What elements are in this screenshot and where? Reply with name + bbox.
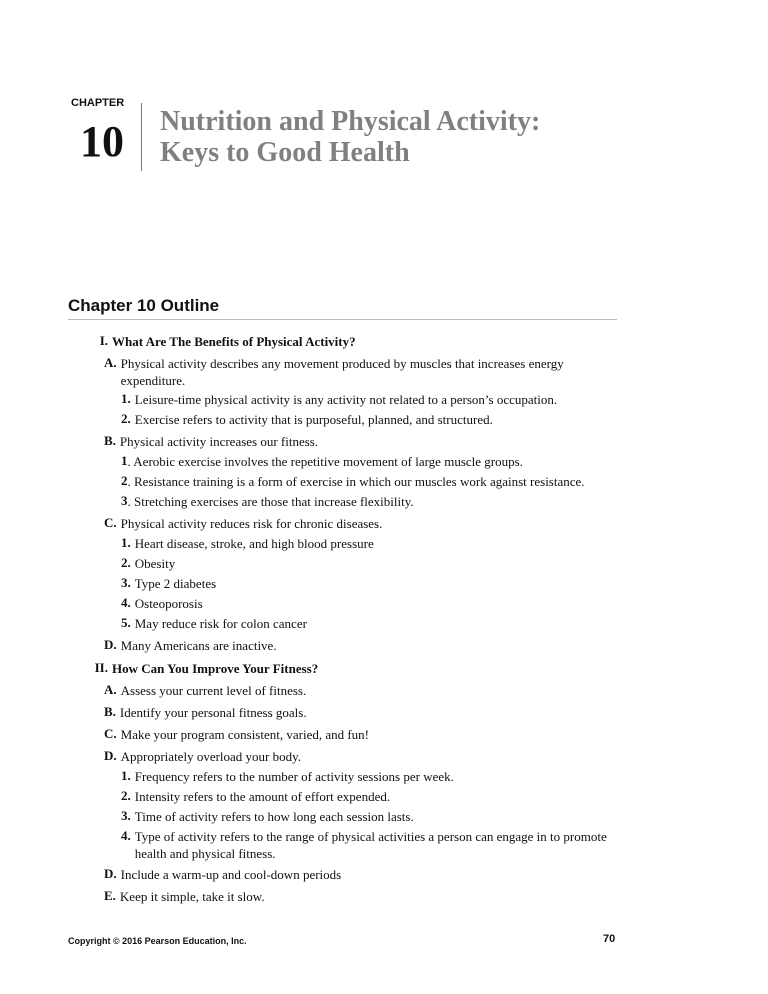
outline-text: Obesity (134, 556, 176, 571)
outline-text: Physical activity increases our fitness. (119, 434, 319, 449)
outline-item (68, 513, 628, 533)
outline-label: D. (104, 866, 117, 881)
outline-text: Intensity refers to the amount of effort expended. (134, 789, 391, 804)
outline-item (68, 702, 628, 722)
outline-text: Time of activity refers to how long each session lasts. (134, 809, 414, 824)
outline-item (68, 353, 628, 389)
heading-rule (68, 319, 617, 320)
chapter-title-line1: Nutrition and Physical Activity: (160, 106, 541, 137)
outline-item (68, 864, 628, 884)
outline-item (68, 826, 628, 862)
outline-label: 4. (121, 595, 131, 610)
outline-text: Appropriately overload your body. (120, 749, 302, 764)
outline-label: I. (99, 333, 108, 348)
outline-text: Make your program consistent, varied, and fun! (120, 727, 370, 742)
outline-item (68, 886, 628, 906)
outline-heading: Chapter 10 Outline (68, 296, 220, 315)
outline-label: 2 (121, 473, 128, 488)
outline-item (68, 451, 628, 471)
outline-item (68, 635, 628, 655)
outline-label: C. (104, 726, 117, 741)
outline-label: 2. (121, 788, 131, 803)
outline-section (68, 331, 628, 351)
outline-label: D. (104, 637, 117, 652)
page-number: 70 (603, 933, 616, 945)
outline-section (68, 658, 628, 678)
outline-item (68, 766, 628, 786)
chapter-number: 10 (80, 117, 124, 166)
outline-text: How Can You Improve Your Fitness? (112, 661, 319, 676)
outline-text: Keep it simple, take it slow. (119, 889, 265, 904)
outline-label: II. (94, 660, 108, 675)
outline-label: 2. (121, 411, 131, 426)
outline-text: Assess your current level of fitness. (120, 683, 307, 698)
outline-text: Physical activity reduces risk for chronic diseases. (120, 516, 383, 531)
outline-label: 1 (121, 453, 128, 468)
outline-item (68, 553, 628, 573)
outline-label: 1. (121, 768, 131, 783)
outline-text: Heart disease, stroke, and high blood pressure (134, 536, 374, 551)
outline-label: B. (104, 704, 116, 719)
outline-text: Physical activity describes any movement produced by muscles that increases energy expenditure. (120, 356, 564, 388)
outline-text: . Aerobic exercise involves the repetitive movement of large muscle groups. (127, 454, 523, 469)
copyright-text: Copyright © 2016 Pearson Education, Inc. (68, 936, 247, 946)
outline-item (68, 786, 628, 806)
outline-label: D. (104, 748, 117, 763)
outline-label: 1. (121, 535, 131, 550)
outline-list (68, 328, 628, 906)
outline-text: . Stretching exercises are those that increase flexibility. (127, 494, 414, 509)
outline-text: Identify your personal fitness goals. (119, 705, 307, 720)
outline-item (68, 573, 628, 593)
outline-label: C. (104, 515, 117, 530)
chapter-title-line2: Keys to Good Health (160, 137, 410, 168)
outline-label: B. (104, 433, 116, 448)
outline-text: Exercise refers to activity that is purposeful, planned, and structured. (134, 412, 493, 427)
outline-label: A. (104, 682, 117, 697)
outline-item (68, 491, 628, 511)
outline-text: Osteoporosis (134, 596, 203, 611)
chapter-label: CHAPTER (71, 97, 125, 109)
outline-item (68, 431, 628, 451)
outline-item (68, 746, 628, 766)
outline-item (68, 471, 628, 491)
outline-item (68, 389, 628, 409)
header-divider (141, 103, 142, 171)
outline-label: A. (104, 355, 117, 370)
outline-text: . Resistance training is a form of exercise in which our muscles work against resistance. (127, 474, 585, 489)
outline-item (68, 613, 628, 633)
outline-item (68, 409, 628, 429)
outline-text: Type of activity refers to the range of physical activities a person can engage in to promote health and physical fitness. (134, 829, 607, 861)
outline-label: 3 (121, 493, 128, 508)
outline-item (68, 593, 628, 613)
outline-text: What Are The Benefits of Physical Activity? (112, 334, 356, 349)
outline-item (68, 680, 628, 700)
outline-label: 4. (121, 828, 131, 843)
outline-label: 3. (121, 808, 131, 823)
outline-label: 3. (121, 575, 131, 590)
outline-text: Leisure-time physical activity is any activity not related to a person’s occupation. (134, 392, 558, 407)
outline-label: 1. (121, 391, 131, 406)
outline-item (68, 533, 628, 553)
outline-text: Include a warm-up and cool-down periods (120, 867, 342, 882)
outline-label: 2. (121, 555, 131, 570)
outline-text: May reduce risk for colon cancer (134, 616, 307, 631)
outline-label: 5. (121, 615, 131, 630)
outline-item (68, 724, 628, 744)
outline-item (68, 806, 628, 826)
outline-text: Type 2 diabetes (134, 576, 217, 591)
outline-text: Many Americans are inactive. (120, 638, 277, 653)
chapter-title (160, 106, 540, 168)
outline-text: Frequency refers to the number of activity sessions per week. (134, 769, 454, 784)
outline-label: E. (104, 888, 116, 903)
